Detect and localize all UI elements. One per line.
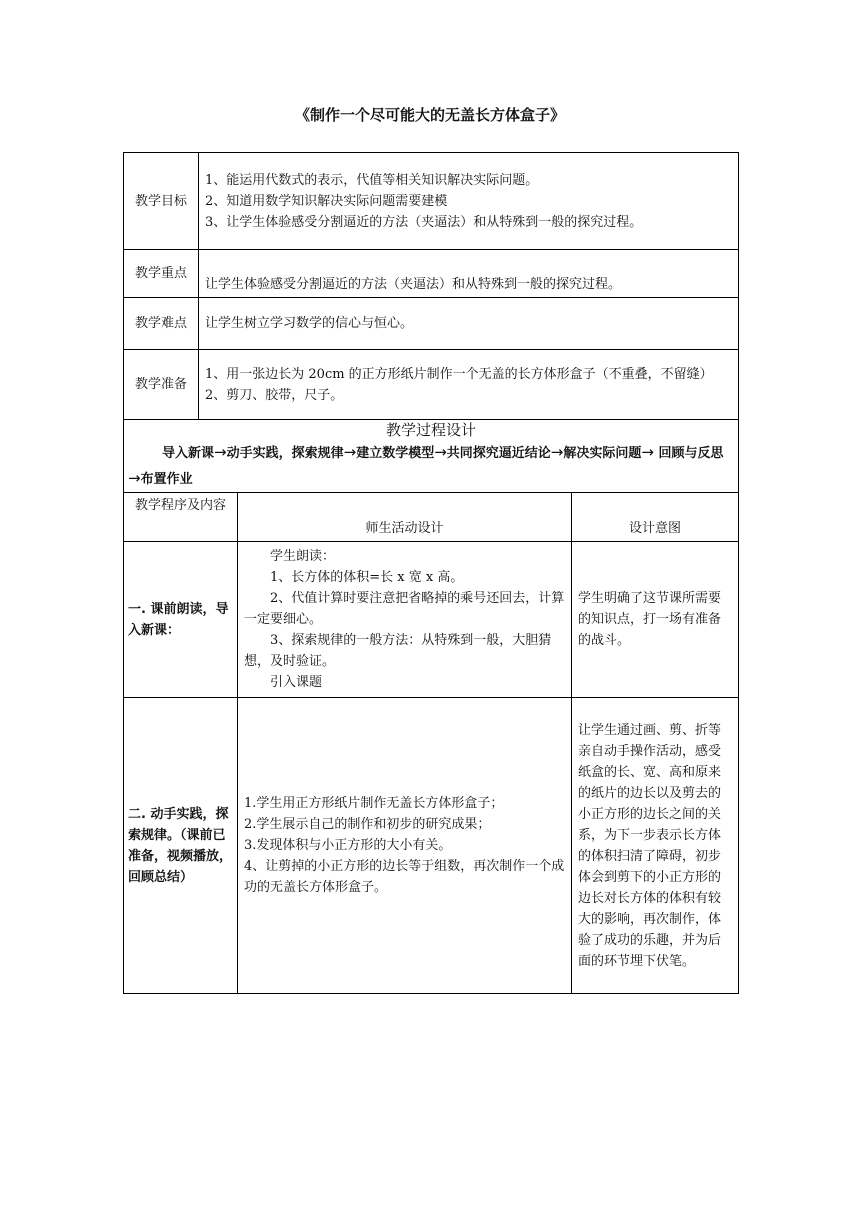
section-activity [238,698,572,994]
process-cell [124,420,739,493]
arrow-icon: → [128,469,141,487]
keypoints-row [124,250,739,298]
objectives-row [124,153,739,250]
process-step: 动手实践，探索规律 [226,446,344,461]
section-intent: 学生明确了这节课所需要的知识点，打一场有准备的战斗。 [572,542,739,698]
arrow-icon: → [550,443,564,461]
process-row [124,420,739,493]
process-title: 教学过程设计 [385,421,476,439]
process-step: 导入新课 [162,446,215,461]
arrow-icon: → [641,443,654,461]
section-row [124,542,739,698]
difficulties-content: 让学生树立学习数学的信心与恒心。 [199,298,739,350]
activity-line: 2、代值计算时要注意把省略掉的乘号还回去，计算一定要细心。 [244,591,565,627]
activity-line: 1、长方体的体积=长 x 宽 x 高。 [270,570,464,585]
arrow-icon: → [434,443,447,461]
objectives-label: 教学目标 [124,153,199,250]
activity-line: 学生朗读： [270,549,336,564]
activity-line: 3.发现体积与小正方形的大小有关。 [244,838,452,853]
preparation-item: 1、用一张边长为 20cm 的正方形纸片制作一个无盖的长方体形盒子（不重叠，不留缝） [205,366,713,382]
objective-item: 1、能运用代数式的表示，代值等相关知识解决实际问题。 [205,172,539,188]
preparation-content [199,350,739,420]
objective-item: 2、知道用数学知识解决实际问题需要建模 [205,193,448,209]
process-flow [124,440,738,492]
preparation-row [124,350,739,420]
process-step: 共同探究逼近结论 [446,446,551,461]
procedure-header: 教学程序及内容 [124,493,238,542]
section-label: 一. 课前朗读，导入新课： [124,542,238,698]
section-activity [238,542,572,698]
difficulties-label: 教学难点 [124,298,199,350]
section-label: 二. 动手实践，探索规律。（课前已准备，视频播放，回顾总结） [124,698,238,994]
preparation-label: 教学准备 [124,350,199,420]
preparation-item: 2、剪刀、胶带，尺子。 [205,387,344,403]
process-step: 解决实际问题 [563,446,642,461]
design-header-row [124,493,739,542]
activity-line: 1.学生用正方形纸片制作无盖长方体形盒子； [244,796,504,811]
activity-line: 引入课题 [270,675,323,690]
section-row [124,698,739,994]
lesson-plan-table [123,152,739,994]
activity-line: 2.学生展示自己的制作和初步的研究成果； [244,817,491,832]
objectives-content [199,153,739,250]
activity-header: 师生活动设计 [238,493,572,542]
difficulties-row [124,298,739,350]
process-step: 回顾与反思 [658,446,724,461]
activity-line: 4、让剪掉的小正方形的边长等于组数，再次制作一个成功的无盖长方体形盒子。 [244,859,565,895]
process-step: 建立数学模型 [356,446,435,461]
intent-header: 设计意图 [572,493,739,542]
keypoints-content: 让学生体验感受分割逼近的方法（夹逼法）和从特殊到一般的探究过程。 [199,250,739,298]
objective-item: 3、让学生体验感受分割逼近的方法（夹逼法）和从特殊到一般的探究过程。 [205,214,643,230]
keypoints-label: 教学重点 [124,250,199,298]
activity-line: 3、探索规律的一般方法：从特殊到一般，大胆猜想，及时验证。 [244,633,552,669]
arrow-icon: → [343,443,357,461]
arrow-icon: → [214,443,227,461]
document-title: 《制作一个尽可能大的无盖长方体盒子》 [294,106,565,124]
section-intent: 让学生通过画、剪、折等亲自动手操作活动，感受纸盒的长、宽、高和原来的纸片的边长以及剪去的小正方形的边长之间的关系，为下一步表示长方体的体积扫清了障碍，初步体会到剪下的小正方形的边长对长方体的体积有较大的影响，再次制作，体验了成功的乐趣，并为后面的环节埋下伏笔。 [572,698,739,994]
process-step: 布置作业 [140,472,193,487]
